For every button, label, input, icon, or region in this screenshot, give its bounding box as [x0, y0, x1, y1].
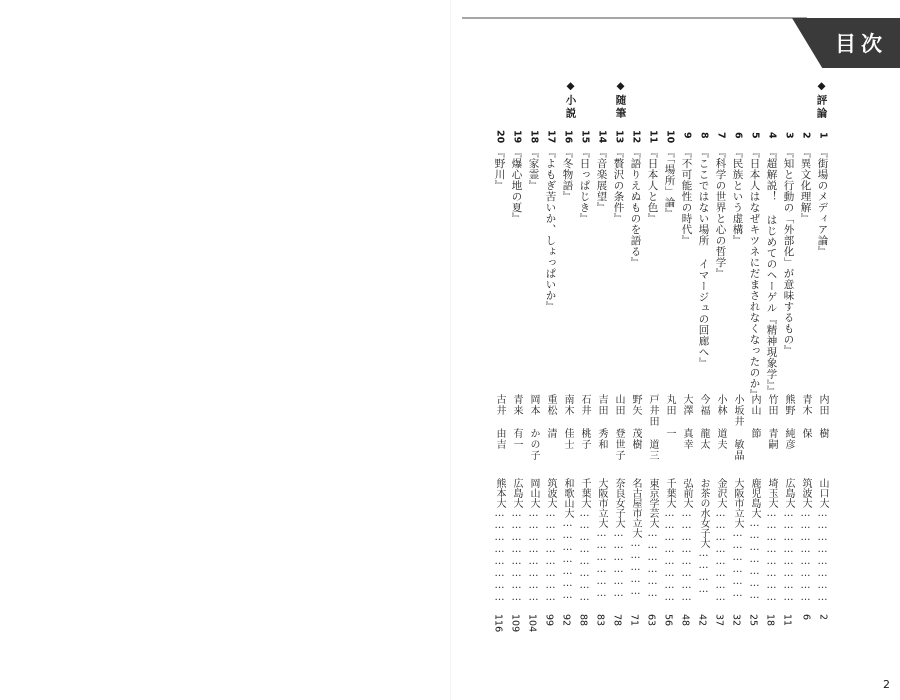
entry-number: 2	[800, 132, 812, 139]
header-rule	[462, 17, 807, 19]
entry-number: 13	[613, 130, 625, 144]
entry-title: 『日っぱじき』	[578, 147, 591, 224]
entry-university: 金沢大……………………	[715, 478, 726, 604]
entry-author: 熊野 純彦	[783, 394, 794, 450]
entry-page-number: 56	[662, 614, 674, 627]
section-heading-shosetsu	[565, 80, 576, 121]
entry-page-number: 48	[679, 614, 691, 627]
entry-university: 広島大……………………	[511, 478, 522, 604]
entry-university: 広島大……………………	[783, 478, 794, 604]
entry-number: 14	[596, 130, 608, 144]
entry-author: 内山 節	[749, 394, 760, 439]
entry-title: 『「場所」論』	[663, 147, 676, 219]
entry-university: 岡山大……………………	[528, 478, 539, 604]
entry-number: 18	[528, 130, 540, 144]
entry-university: 和歌山大…………………	[562, 478, 573, 602]
entry-university: 奈良女子大………………	[613, 478, 624, 600]
diamond-icon: ◆	[815, 80, 828, 95]
entry-title: 『ここではない場所 イマージュの回廊へ』	[697, 147, 710, 369]
entry-page-number: 11	[781, 614, 793, 627]
entry-page-number: 78	[611, 614, 623, 627]
entry-title: 『異文化理解』	[799, 147, 812, 224]
entry-author: 青木 保	[800, 394, 811, 439]
entry-number: 20	[494, 130, 506, 144]
entry-number: 12	[630, 130, 642, 144]
entry-author: 今福 龍太	[698, 394, 709, 450]
entry-author: 古井 由吉	[494, 394, 505, 450]
entry-number: 7	[715, 132, 727, 139]
entry-number: 5	[749, 132, 761, 139]
entry-number: 16	[562, 130, 574, 144]
entry-page-number: 63	[645, 614, 657, 627]
entry-number: 15	[579, 130, 591, 144]
folio-page-number: 2	[883, 678, 890, 691]
entry-title: 『日本人と色』	[646, 147, 659, 224]
entry-university: 弘前大……………………	[681, 478, 692, 604]
entry-university: 鹿児島大…………………	[749, 478, 760, 602]
entry-author: 丸田 一	[664, 394, 675, 439]
entry-page-number: 104	[526, 614, 538, 633]
entry-title: 『家霊』	[527, 147, 540, 191]
entry-author: 吉田 秀和	[596, 394, 607, 450]
entry-university: 東京学芸大………………	[647, 478, 658, 600]
entry-university: 名古屋市立大……………	[630, 478, 641, 598]
entry-university: 筑波大……………………	[800, 478, 811, 604]
entry-page-number: 71	[628, 614, 640, 627]
entry-title: 『爆心地の夏』	[510, 147, 523, 224]
diamond-icon: ◆	[614, 80, 627, 95]
entry-title: 『よもぎ苦いか、しょっぱいか』	[544, 147, 557, 312]
entry-page-number: 18	[764, 614, 776, 627]
entry-university: 筑波大……………………	[545, 478, 556, 604]
entry-page-number: 32	[730, 614, 742, 627]
entry-number: 3	[783, 132, 795, 139]
entry-page-number: 83	[594, 614, 606, 627]
section-heading-hyoron	[816, 80, 827, 121]
entry-number: 8	[698, 132, 710, 139]
entry-title: 『知と行動の「外部化」が意味するもの』	[782, 147, 795, 356]
entry-number: 4	[766, 132, 778, 139]
entry-author: 山田 登世子	[613, 394, 624, 461]
diamond-icon: ◆	[564, 80, 577, 95]
entry-title: 『贅沢の条件』	[612, 147, 625, 224]
entry-author: 重松 清	[545, 394, 556, 439]
entry-number: 10	[664, 130, 676, 144]
entry-author: 岡本 かの子	[528, 394, 539, 461]
entry-university: 大阪市立大………………	[596, 478, 607, 600]
section-label: 随筆	[614, 94, 627, 121]
page-title: 目次	[835, 32, 887, 56]
entry-page-number: 109	[509, 614, 521, 633]
section-heading-zuihitsu	[615, 80, 626, 121]
entry-number: 19	[511, 130, 523, 144]
entry-page-number: 37	[713, 614, 725, 627]
entry-author: 内田 樹	[817, 394, 828, 439]
entry-author: 大澤 真幸	[681, 394, 692, 450]
entry-author: 小坂井 敏晶	[732, 394, 743, 461]
section-label: 小説	[564, 94, 577, 121]
entry-title: 『科学の世界と心の哲学』	[714, 147, 727, 279]
entry-author: 小林 道夫	[715, 394, 726, 450]
entry-university: 熊本大……………………	[494, 478, 505, 604]
entry-title: 『日本人はなぜキツネにだまされなくなったのか』	[748, 147, 761, 400]
entry-page-number: 88	[577, 614, 589, 627]
page-gutter	[450, 0, 451, 700]
entry-university: 千葉大……………………	[579, 478, 590, 604]
entry-number: 6	[732, 132, 744, 139]
entry-number: 1	[817, 132, 829, 139]
entry-university: 山口大……………………	[817, 478, 828, 604]
entry-title: 『民族という虚構』	[731, 147, 744, 246]
entry-university: お茶の水女子大…………	[698, 478, 709, 596]
entry-university: 埼玉大……………………	[766, 478, 777, 604]
entry-title: 『音楽展望』	[595, 147, 608, 213]
entry-author: 石井 桃子	[579, 394, 590, 450]
section-label: 評論	[815, 94, 828, 121]
entry-page-number: 116	[492, 614, 504, 633]
entry-page-number: 99	[543, 614, 555, 627]
entry-page-number: 42	[696, 614, 708, 627]
entry-title: 『冬物語』	[561, 147, 574, 202]
entry-university: 大阪市立大………………	[732, 478, 743, 600]
entry-page-number: 25	[747, 614, 759, 627]
entry-author: 戸井田 道三	[647, 394, 658, 461]
entry-title: 『語りえぬものを語る』	[629, 147, 642, 268]
entry-title: 『街場のメディア論』	[816, 147, 829, 257]
entry-page-number: 6	[800, 614, 812, 621]
entry-number: 11	[647, 130, 659, 144]
entry-page-number: 92	[560, 614, 572, 627]
entry-author: 青来 有一	[511, 394, 522, 450]
entry-number: 17	[545, 130, 557, 144]
entry-page-number: 2	[817, 614, 829, 621]
entry-title: 『野川』	[493, 147, 506, 191]
entry-university: 千葉大……………………	[664, 478, 675, 604]
entry-title: 『超解説！ はじめてのヘーゲル『精神現象学』』	[765, 147, 778, 397]
entry-author: 南木 佳士	[562, 394, 573, 450]
entry-author: 野矢 茂樹	[630, 394, 641, 450]
entry-title: 『不可能性の時代』	[680, 147, 693, 246]
entry-number: 9	[681, 132, 693, 139]
entry-author: 竹田 青嗣	[766, 394, 777, 450]
